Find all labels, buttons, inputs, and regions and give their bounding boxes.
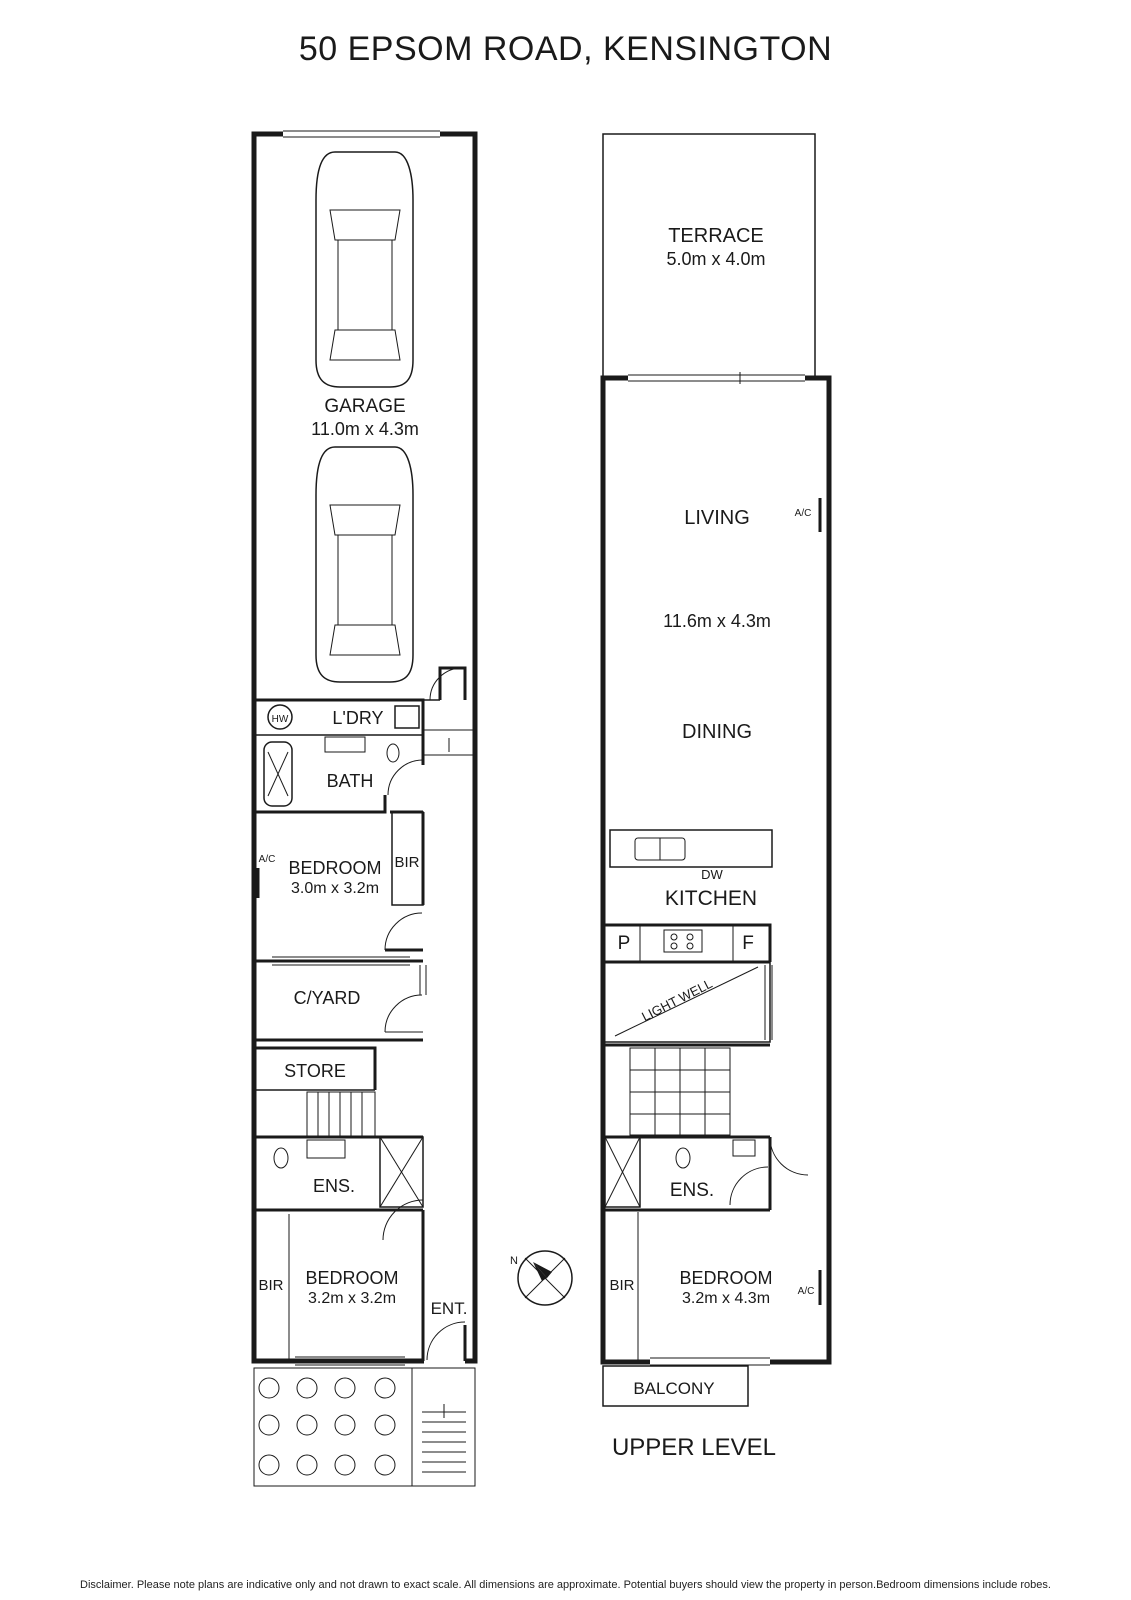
compass-icon — [518, 1251, 572, 1305]
terrace-size: 5.0m x 4.0m — [666, 249, 766, 269]
living-label: LIVING — [684, 507, 750, 529]
car-icon — [316, 152, 413, 387]
upper-bedroom-bir-label: BIR — [609, 1277, 635, 1294]
light-well-label: LIGHT WELL — [639, 975, 715, 1025]
car-icon — [316, 447, 413, 682]
dishwasher-label: DW — [701, 867, 723, 882]
bedroom1-ac-label: A/C — [258, 854, 276, 865]
bedroom1-size: 3.0m x 3.2m — [290, 880, 380, 897]
bedroom2-bir-label: BIR — [258, 1277, 284, 1294]
toilet-icon — [387, 744, 399, 762]
garden-shrubs — [259, 1378, 395, 1475]
bedroom1-bir-label: BIR — [394, 854, 420, 871]
pantry-label: P — [617, 933, 631, 954]
terrace-label: TERRACE — [668, 225, 764, 247]
laundry-tub-icon — [395, 706, 419, 728]
upper-bedroom-size: 3.2m x 4.3m — [681, 1290, 771, 1307]
courtyard-label: C/YARD — [293, 988, 361, 1008]
laundry-label: L'DRY — [332, 708, 384, 728]
bedroom2-label: BEDROOM — [305, 1268, 399, 1288]
living-ac-label: A/C — [794, 508, 812, 519]
ground-ensuite-label: ENS. — [312, 1176, 356, 1196]
balcony-label: BALCONY — [633, 1379, 715, 1398]
store-label: STORE — [284, 1061, 346, 1081]
kitchen-label: KITCHEN — [664, 887, 758, 910]
bath-label: BATH — [326, 771, 374, 791]
upper-level-label: UPPER LEVEL — [611, 1434, 777, 1461]
upper-ensuite-label: ENS. — [669, 1180, 715, 1201]
vanity-icon — [325, 737, 365, 752]
compass-north-label: N — [510, 1255, 518, 1267]
fridge-label: F — [742, 933, 754, 954]
plan-title: 50 EPSOM ROAD, KENSINGTON — [298, 30, 833, 68]
upper-level-walls — [603, 134, 829, 1406]
living-size: 11.6m x 4.3m — [663, 611, 771, 631]
dining-label: DINING — [682, 721, 752, 743]
disclaimer-text: Disclaimer. Please note plans are indicative only and not drawn to exact scale. All dimensions are approximate. Potential buyers should view the property in person.Bedroom dimensions include robes. — [80, 1579, 1051, 1591]
upper-bedroom-ac-label: A/C — [797, 1286, 815, 1297]
garage-label: GARAGE — [324, 396, 406, 417]
bedroom2-size: 3.2m x 3.2m — [307, 1290, 397, 1307]
entry-label: ENT. — [430, 1299, 468, 1318]
upper-bedroom-label: BEDROOM — [679, 1268, 773, 1288]
garage-size: 11.0m x 4.3m — [311, 419, 419, 439]
bedroom1-label: BEDROOM — [288, 858, 382, 878]
hw-label: HW — [271, 714, 289, 725]
